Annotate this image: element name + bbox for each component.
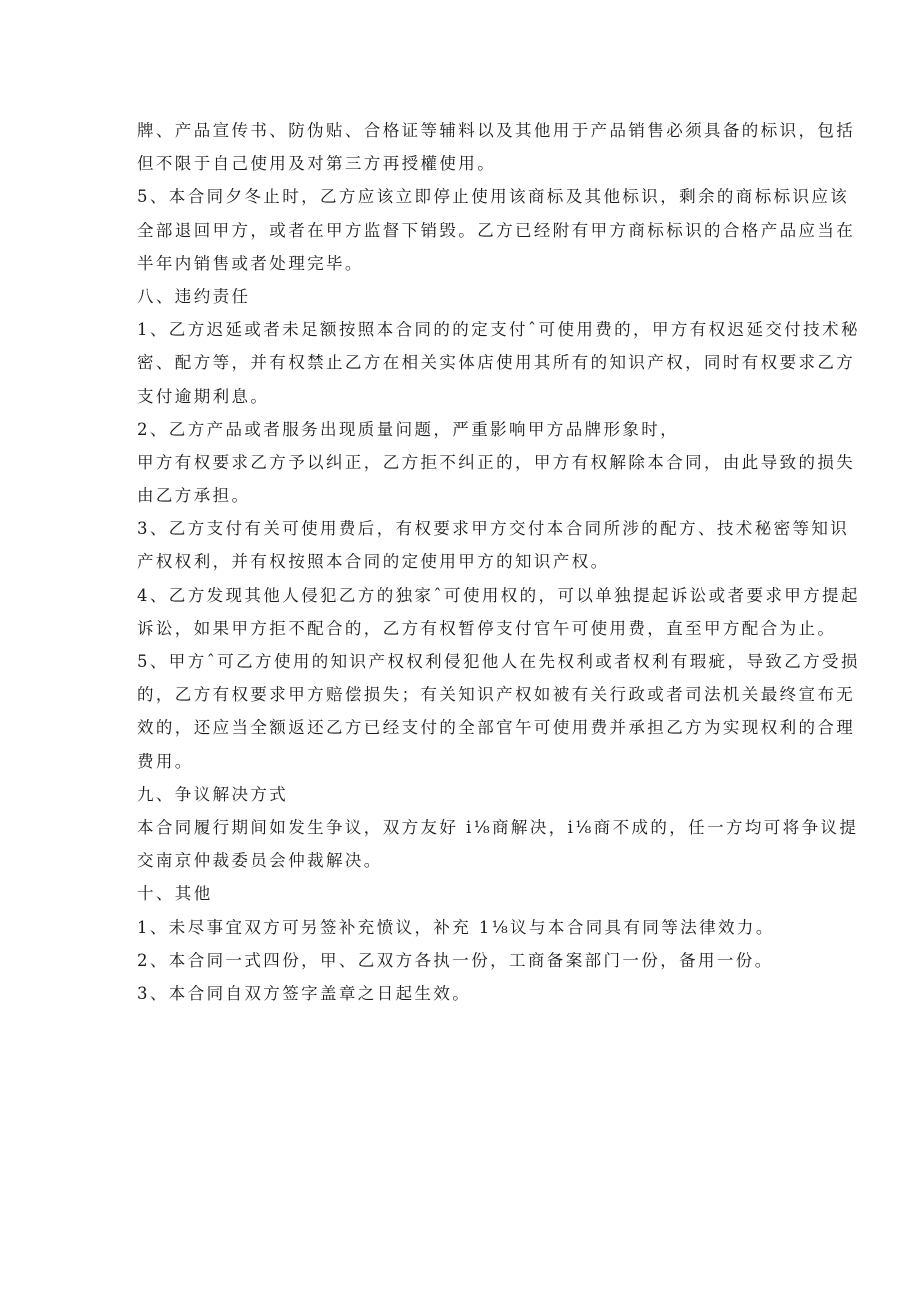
text-line: 但不限于自己使用及对第三方再授權使用。 bbox=[137, 154, 497, 174]
text-line: 3、本合同自双方签字盖章之日起生效。 bbox=[137, 983, 472, 1003]
text-line: 5、甲方ˆ可乙方使用的知识产权权利侵犯他人在先权利或者权利有瑕疵，导致乙方受损 bbox=[137, 652, 860, 671]
text-line: 诉讼，如果甲方拒不配合的，乙方有权暂停支付官午可使用费，直至甲方配合为止。 bbox=[137, 618, 837, 638]
text-line: 本合同履行期间如发生争议，双方友好 i⅛商解决，i⅛商不成的，任一方均可将争议提 bbox=[137, 817, 859, 837]
section-heading: 九、争议解决方式 bbox=[137, 784, 289, 804]
section-heading: 十、其他 bbox=[137, 884, 213, 904]
text-line: 1、未尽事宜双方可另签补充愤议，补充 1⅛议与本合同具有同等法律效力。 bbox=[137, 917, 775, 937]
text-line: 效的，还应当全额返还乙方已经支付的全部官午可使用费并承担乙方为实现权利的合理 bbox=[137, 718, 856, 738]
text-line: 牌、产品宣传书、防伪贴、合格证等辅料以及其他用于产品销售必须具备的标识，包括 bbox=[137, 121, 856, 140]
text-line: 全部退回甲方，或者在甲方监督下销毁。乙方已经附有甲方商标标识的合格产品应当在 bbox=[137, 220, 856, 240]
text-line: 由乙方承担。 bbox=[137, 486, 251, 506]
text-line: 5、本合同夕冬止时，乙方应该立即停止使用该商标及其他标识，剩余的商标标识应该 bbox=[137, 187, 850, 207]
text-line: 费用。 bbox=[137, 751, 194, 771]
text-line: 密、配方等，并有权禁止乙方在相关实体店使用其所有的知识产权，同时有权要求乙方 bbox=[137, 353, 856, 373]
section-heading: 八、违约责任 bbox=[137, 286, 251, 306]
text-line: 甲方有权要求乙方予以纠正，乙方拒不纠正的，甲方有权解除本合同，由此导致的损失 bbox=[137, 452, 856, 472]
text-line: 半年内销售或者处理完毕。 bbox=[137, 253, 364, 273]
text-line: 的，乙方有权要求甲方赔偿损失；有关知识产权如被有关行政或者司法机关最终宣布无 bbox=[137, 685, 856, 705]
text-line: 1、乙方迟延或者未足额按照本合同的的定支付ˆ可使用费的，甲方有权迟延交付技术秘 bbox=[137, 320, 860, 340]
text-line: 3、乙方支付有关可使用费后，有权要求甲方交付本合同所涉的配方、技术秘密等知识 bbox=[137, 519, 850, 539]
text-line: 4、乙方发现其他人侵犯乙方的独家ˆ可使用权的，可以单独提起诉讼或者要求甲方提起 bbox=[137, 585, 860, 605]
text-line: 支付逾期利息。 bbox=[137, 386, 270, 406]
text-line: 2、本合同一式四份，甲、乙双方各执一份，工商备案部门一份，备用一份。 bbox=[137, 950, 774, 970]
document-body bbox=[137, 114, 860, 1010]
text-line: 产权权利，并有权按照本合同的定使用甲方的知识产权。 bbox=[137, 552, 610, 572]
text-line: 2、乙方产品或者服务出现质量问题，严重影响甲方品牌形象时， bbox=[137, 419, 680, 439]
text-line: 交南京仲裁委员会仲裁解决。 bbox=[137, 851, 383, 871]
